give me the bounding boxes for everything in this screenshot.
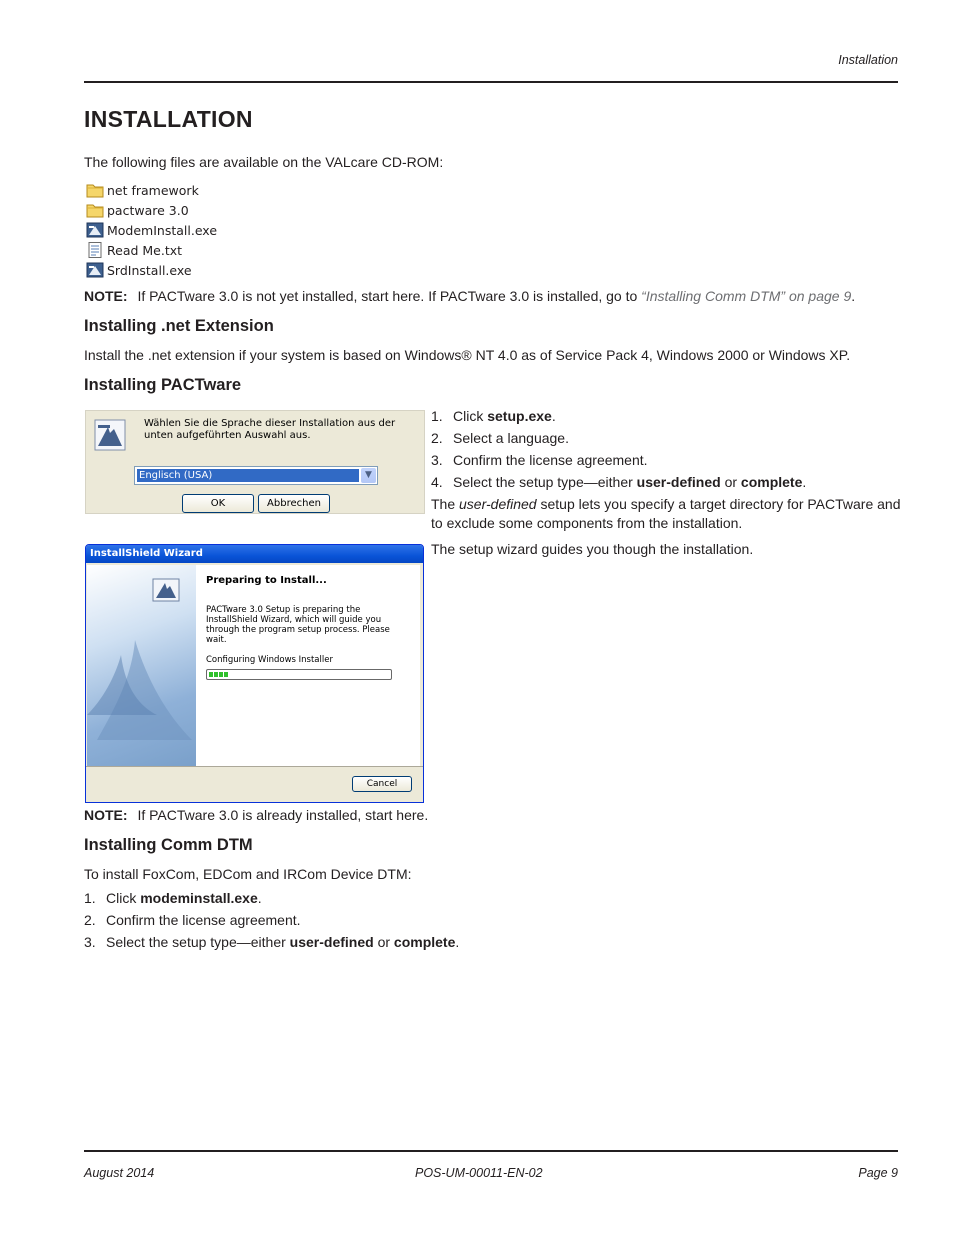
comm-dtm-heading: Installing Comm DTM <box>84 836 253 854</box>
note-label: NOTE: <box>84 807 128 823</box>
net-text: Install the .net extension if your system is based on Windows® NT 4.0 as of Service Pack 4, Windows 2000 or Windows XP. <box>84 347 851 363</box>
file-list <box>86 180 217 280</box>
para-text: setup lets you specify a target directory for PACTware and to exclude some components from the installation. <box>431 496 901 531</box>
list-item <box>431 405 806 427</box>
para-text: The <box>431 496 460 512</box>
step-number: 1. <box>84 890 96 906</box>
step-number: 2. <box>84 912 96 928</box>
file-name: ModemInstall.exe <box>107 222 218 238</box>
cancel-button[interactable]: Cancel <box>352 776 412 792</box>
step-text: Click <box>106 890 141 906</box>
footer-date: August 2014 <box>84 1166 155 1180</box>
language-prompt: Wählen Sie die Sprache dieser Installation aus der unten aufgeführten Auswahl aus. <box>144 418 396 441</box>
user-defined-paragraph <box>431 495 901 533</box>
wizard-content <box>196 565 420 766</box>
list-item <box>84 909 459 931</box>
wizard-divider <box>86 766 423 767</box>
sail-graphic-icon <box>87 565 196 766</box>
list-item <box>431 427 806 449</box>
step-end: . <box>551 408 556 424</box>
step-bold: user-defined <box>636 474 721 490</box>
file-item[interactable] <box>86 200 217 220</box>
step-text: Confirm the license agreement. <box>453 452 648 468</box>
note-already-installed <box>84 806 428 825</box>
wizard-body: PACTware 3.0 Setup is preparing the InstallShield Wizard, which will guide you through the program setup process. Please wait. <box>206 605 390 645</box>
step-text: or <box>720 474 741 490</box>
list-item <box>84 931 459 953</box>
list-item <box>431 471 806 493</box>
net-heading: Installing .net Extension <box>84 317 274 335</box>
file-name: net framework <box>107 182 199 198</box>
progress-bar <box>206 669 392 680</box>
step-text: Select the setup type—either <box>106 934 290 950</box>
step-text: or <box>373 934 394 950</box>
list-item <box>431 449 806 471</box>
step-text: Select the setup type—either <box>453 474 637 490</box>
installer-icon <box>86 262 104 278</box>
step-text: Select a language. <box>453 430 569 446</box>
file-item[interactable] <box>86 180 217 200</box>
step-bold: user-defined <box>289 934 374 950</box>
note-install-start <box>84 287 855 306</box>
chevron-down-icon[interactable]: ▼ <box>361 468 376 483</box>
pactware-steps <box>431 405 806 493</box>
installshield-wizard-screenshot <box>85 544 424 803</box>
comm-dtm-steps <box>84 887 459 953</box>
abbrechen-button[interactable]: Abbrechen <box>258 494 330 513</box>
page-title: INSTALLATION <box>84 106 253 132</box>
note-text: If PACTware 3.0 is already installed, start here. <box>137 807 429 823</box>
footer-doc-id: POS-UM-00011-EN-02 <box>415 1166 543 1180</box>
step-bold: modeminstall.exe <box>140 890 258 906</box>
text-file-icon <box>86 242 104 258</box>
file-name: Read Me.txt <box>107 242 183 258</box>
pactware-heading: Installing PACTware <box>84 376 242 394</box>
wizard-side-graphic <box>87 565 196 766</box>
folder-icon <box>86 202 104 218</box>
progress-block <box>214 672 218 677</box>
step-bold: setup.exe <box>487 408 552 424</box>
language-select[interactable] <box>134 466 378 485</box>
step-number: 1. <box>431 408 443 424</box>
step-text: Confirm the license agreement. <box>106 912 301 928</box>
note-end: . <box>851 288 856 304</box>
comm-dtm-intro: To install FoxCom, EDCom and IRCom Device DTM: <box>84 866 412 882</box>
installshield-logo-icon <box>94 419 126 451</box>
step-bold: complete <box>740 474 803 490</box>
wizard-status: Configuring Windows Installer <box>206 655 333 665</box>
intro-text: The following files are available on the VALcare CD-ROM: <box>84 154 444 170</box>
folder-icon <box>86 182 104 198</box>
cross-reference-link[interactable]: “Installing Comm DTM” on page 9 <box>641 288 852 304</box>
step-end: . <box>802 474 807 490</box>
file-name: SrdInstall.exe <box>107 262 192 278</box>
footer-page-number: Page 9 <box>858 1166 898 1180</box>
note-text: If PACTware 3.0 is not yet installed, start here. If PACTware 3.0 is installed, go to <box>137 288 638 304</box>
ok-button[interactable]: OK <box>182 494 254 513</box>
step-number: 3. <box>84 934 96 950</box>
step-bold: complete <box>393 934 456 950</box>
progress-block <box>219 672 223 677</box>
file-item[interactable] <box>86 260 217 280</box>
step-number: 3. <box>431 452 443 468</box>
step-end: . <box>257 890 262 906</box>
header-rule <box>84 81 898 83</box>
step-number: 2. <box>431 430 443 446</box>
running-header: Installation <box>838 53 898 67</box>
language-dialog-screenshot <box>85 410 425 514</box>
progress-block <box>209 672 213 677</box>
wizard-title-bar: InstallShield Wizard <box>86 545 423 563</box>
progress-block <box>224 672 228 677</box>
note-label: NOTE: <box>84 288 128 304</box>
footer-rule <box>84 1150 898 1152</box>
file-name: pactware 3.0 <box>107 202 189 218</box>
step-text: Click <box>453 408 488 424</box>
file-item[interactable] <box>86 240 217 260</box>
para-italic: user-defined <box>459 496 537 512</box>
step-number: 4. <box>431 474 443 490</box>
file-item[interactable] <box>86 220 217 240</box>
wizard-heading: Preparing to Install... <box>206 575 327 586</box>
wizard-description: The setup wizard guides you though the installation. <box>431 541 754 557</box>
selected-language: Englisch (USA) <box>137 469 359 482</box>
step-end: . <box>455 934 460 950</box>
list-item <box>84 887 459 909</box>
installer-icon <box>86 222 104 238</box>
